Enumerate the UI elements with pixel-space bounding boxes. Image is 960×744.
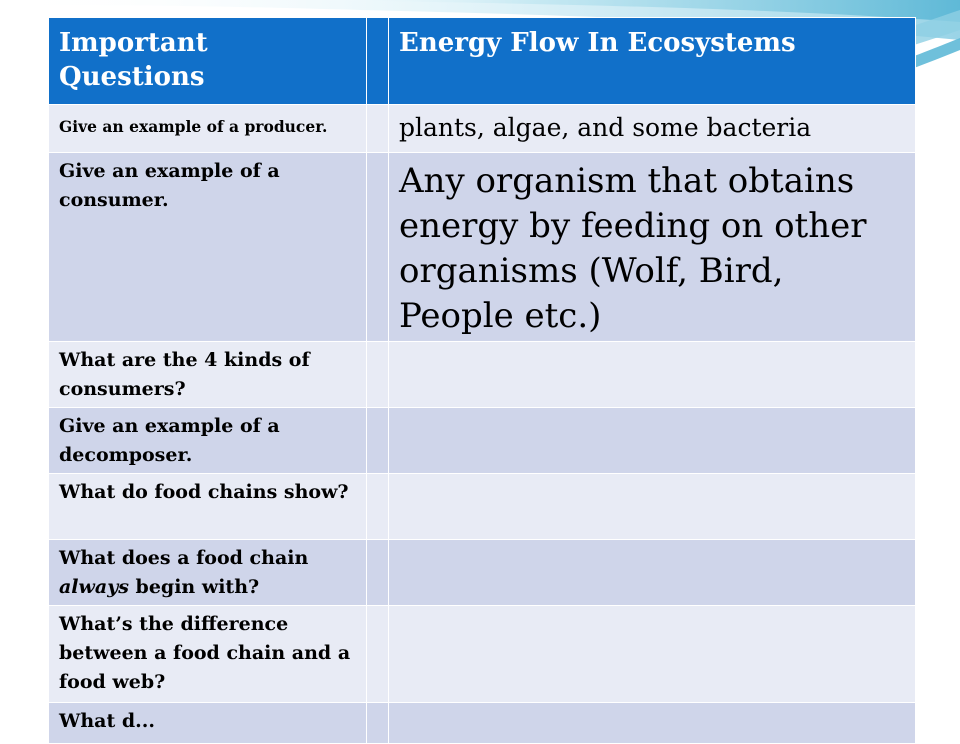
table-row (49, 540, 916, 606)
answer-cell (389, 408, 916, 474)
header-col1-label: Important Questions (59, 28, 208, 92)
table-row (49, 153, 916, 342)
table-header-row (49, 18, 916, 105)
question-cell (49, 105, 367, 153)
question-text-emphasis: always (59, 576, 129, 598)
spacer-cell (367, 105, 389, 153)
table-row (49, 606, 916, 703)
spacer-cell (367, 408, 389, 474)
spacer-cell (367, 703, 389, 744)
table-row (49, 105, 916, 153)
spacer-cell (367, 342, 389, 408)
answer-text (389, 408, 915, 414)
header-col3-label: Energy Flow In Ecosystems (399, 28, 796, 58)
answer-text (389, 474, 915, 480)
answer-text (389, 540, 915, 546)
table-row (49, 703, 916, 744)
answer-cell (389, 153, 916, 342)
question-text: What do food chains show? (59, 481, 349, 503)
question-text-post: begin with? (128, 576, 260, 598)
question-cell (49, 540, 367, 606)
energy-flow-table-wrapper (48, 17, 915, 744)
question-cell (49, 606, 367, 703)
question-text-pre: What does a food chain (59, 547, 309, 569)
header-energy-flow (389, 18, 916, 105)
question-text: What d... (59, 710, 155, 732)
table-row (49, 474, 916, 540)
header-spacer (367, 18, 389, 105)
question-text (49, 540, 366, 602)
answer-cell (389, 105, 916, 153)
question-cell (49, 342, 367, 408)
question-cell (49, 474, 367, 540)
question-text: Give an example of a decomposer. (59, 415, 280, 466)
question-cell (49, 408, 367, 474)
table-row (49, 408, 916, 474)
answer-text (389, 703, 915, 709)
spacer-cell (367, 474, 389, 540)
answer-text (389, 606, 915, 612)
question-text: What are the 4 kinds of consumers? (59, 349, 310, 400)
answer-text: plants, algae, and some bacteria (399, 113, 812, 142)
energy-flow-table (48, 17, 916, 744)
question-text: Give an example of a producer. (59, 117, 328, 136)
spacer-cell (367, 606, 389, 703)
spacer-cell (367, 153, 389, 342)
answer-cell (389, 540, 916, 606)
spacer-cell (367, 540, 389, 606)
answer-text (389, 342, 915, 348)
answer-text: Any organism that obtains energy by feeding on other organisms (Wolf, Bird, People etc.) (399, 161, 867, 336)
answer-cell (389, 342, 916, 408)
question-text: What’s the difference between a food chain and a food web? (59, 613, 351, 693)
answer-cell (389, 703, 916, 744)
question-text: Give an example of a consumer. (59, 160, 280, 211)
header-important-questions (49, 18, 367, 105)
table-row (49, 342, 916, 408)
answer-cell (389, 474, 916, 540)
answer-cell (389, 606, 916, 703)
question-cell (49, 153, 367, 342)
question-cell (49, 703, 367, 744)
